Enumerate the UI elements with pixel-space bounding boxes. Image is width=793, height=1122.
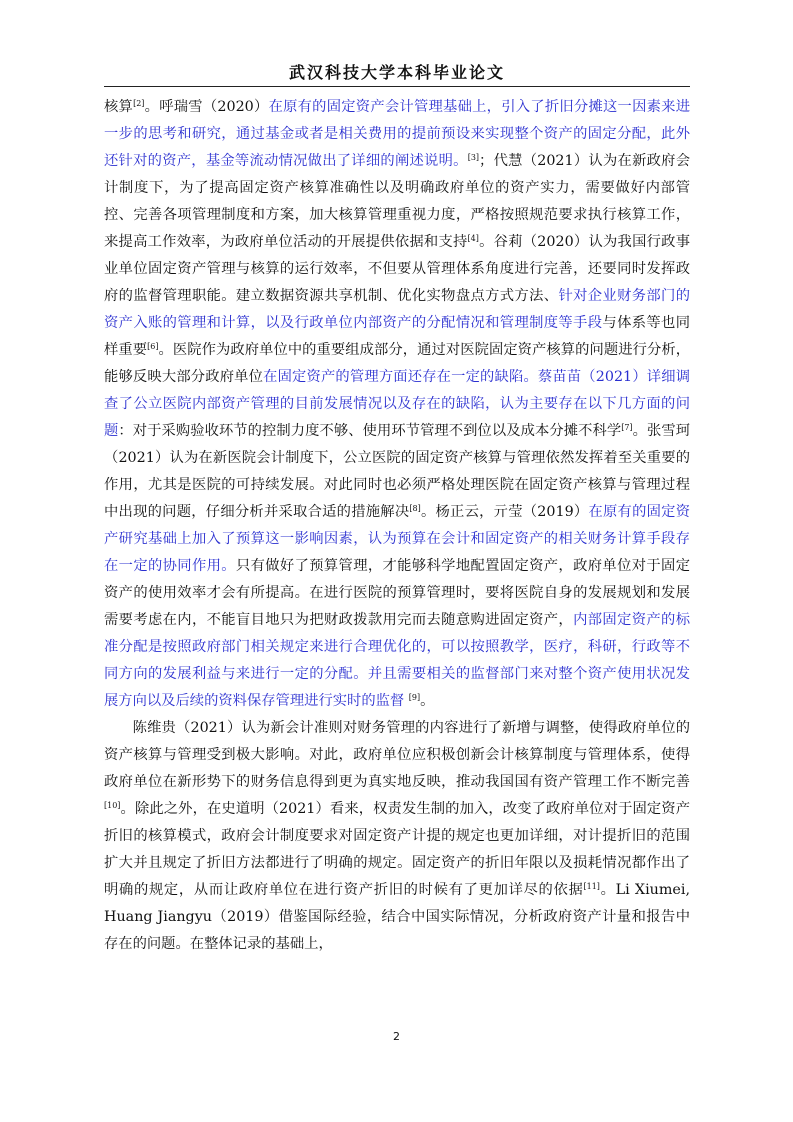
text-run: 。除此之外，在史道明（2021）看来，权责发生制的加入，改变了政府单位对于固定资产折旧的核算模式，政府会计制度要求对固定资产计提的规定也更加详细，对计提折旧的范围扩大并且规定了折旧方法都进行了明确的规定。固定资产的折旧年限以及损耗情况都作出了明确的规定，从而让政府单位在进行资产折旧的时候有了更加详尽的依据 <box>104 801 690 898</box>
page-number: 2 <box>393 1030 400 1043</box>
text-run: ；代慧（2021）认为在新政府会计制度下，为了提高固定资产核算准确性以及明确政府单位的资产实力，需要做好内部管控、完善各项管理制度和方案，加大核算管理重视力度，严格按照规范要求执行核算工作，来提高工作效率，为政府单位活动的开展提供依据和支持 <box>104 153 691 250</box>
text-run: 。医院作为政府单位中的重要组成部分，通过对医院固定资产核算的问题进行分析，能够反映大部分政府单位 <box>104 342 691 385</box>
citation-ref: [11] <box>583 882 600 891</box>
citation-ref: [6] <box>147 342 159 351</box>
citation-ref: [10] <box>104 801 121 810</box>
header-rule <box>104 86 690 87</box>
citation-ref: [2] <box>133 99 145 108</box>
text-run: 。杨正云，亓莹（2019） <box>420 504 589 520</box>
paragraph-2 <box>104 715 690 958</box>
citation-ref: [3] <box>467 153 480 162</box>
citation-ref: [7] <box>621 423 633 432</box>
text-run: 。谷莉（2020）认为我国行政事业单位固定资产管理与核算的运行效率，不但要从管理体系角度进行完善，还要同时发挥政府的监督管理职能。建立数据资源共享机制、优化实物盘点方式方法、 <box>104 234 690 304</box>
body-text <box>104 94 690 958</box>
text-run: 。Li Xiumei, Huang Jiangyu（2019）借鉴国际经验，结合中国实际情况，分析政府资产计量和报告中存在的问题。在整体记录的基础上， <box>104 882 690 952</box>
citation-ref: [9] <box>408 693 421 702</box>
highlighted-text: 在原有的固定资产会计管理基础上，引入了折旧分摊这一因素来进一步的思考和研究，通过基金或者是相关费用的提前预设来实现整个资产的固定分配，此外还针对的资产，基金等流动情况做出了详细的阐述说明。 <box>104 99 691 169</box>
text-run: ：对于采购验收环节的控制力度不够、使用环节管理不到位以及成本分摊不科学 <box>118 423 622 439</box>
text-run: 。呼瑞雪（2020） <box>144 99 269 115</box>
text-run: 陈维贵（2021）认为新会计准则对财务管理的内容进行了新增与调整，使得政府单位的资产核算与管理受到极大影响。对此，政府单位应积极创新会计核算制度与管理体系，使得政府单位在新形势下的财务信息得到更为真实地反映，推动我国国有资产管理工作不断完善 <box>104 720 690 790</box>
highlighted-text: 针对企业财务部门的资产入账的管理和计算，以及行政单位内部资产的分配情况和管理制度等手段 <box>104 288 691 331</box>
highlighted-text: 在固定资产的管理方面还存在一定的缺陷。蔡苗苗（2021）详细调查了公立医院内部资产管理的目前发展情况以及存在的缺陷，认为主要存在以下几方面的问题 <box>104 369 691 439</box>
paragraph-1 <box>104 94 690 715</box>
highlighted-text: 在原有的固定资产研究基础上加入了预算这一影响因素，认为预算在会计和固定资产的相关财务计算手段存在一定的协同作用。 <box>104 504 691 574</box>
text-run: 只有做好了预算管理，才能够科学地配置固定资产，政府单位对于固定资产的使用效率才会有所提高。在进行医院的预算管理时，要将医院自身的发展规划和发展需要考虑在内，不能盲目地只为把财政拨款用完而去随意购进固定资产， <box>104 558 691 628</box>
text-run: 。 <box>420 693 435 709</box>
text-run: 。张雪珂（2021）认为在新医院会计制度下，公立医院的固定资产核算与管理依然发挥着至关重要的作用，尤其是医院的可持续发展。对此同时也必须严格处理医院在固定资产核算与管理过程中出现的问题，仔细分析并采取合适的措施解决 <box>104 423 691 520</box>
citation-ref: [4] <box>467 234 479 243</box>
highlighted-text: 内部固定资产的标准分配是按照政府部门相关规定来进行合理优化的，可以按照教学，医疗，科研，行政等不同方向的发展利益与来进行一定的分配。并且需要相关的监督部门来对整个资产使用状况发展方向以及后续的资料保存管理进行实时的监督 <box>104 612 691 709</box>
citation-ref: [8] <box>409 504 421 513</box>
text-run: 与体系等也同样重要 <box>104 315 690 358</box>
text-run: 核算 <box>104 99 134 115</box>
running-header: 武汉科技大学本科毕业论文 <box>288 63 505 82</box>
